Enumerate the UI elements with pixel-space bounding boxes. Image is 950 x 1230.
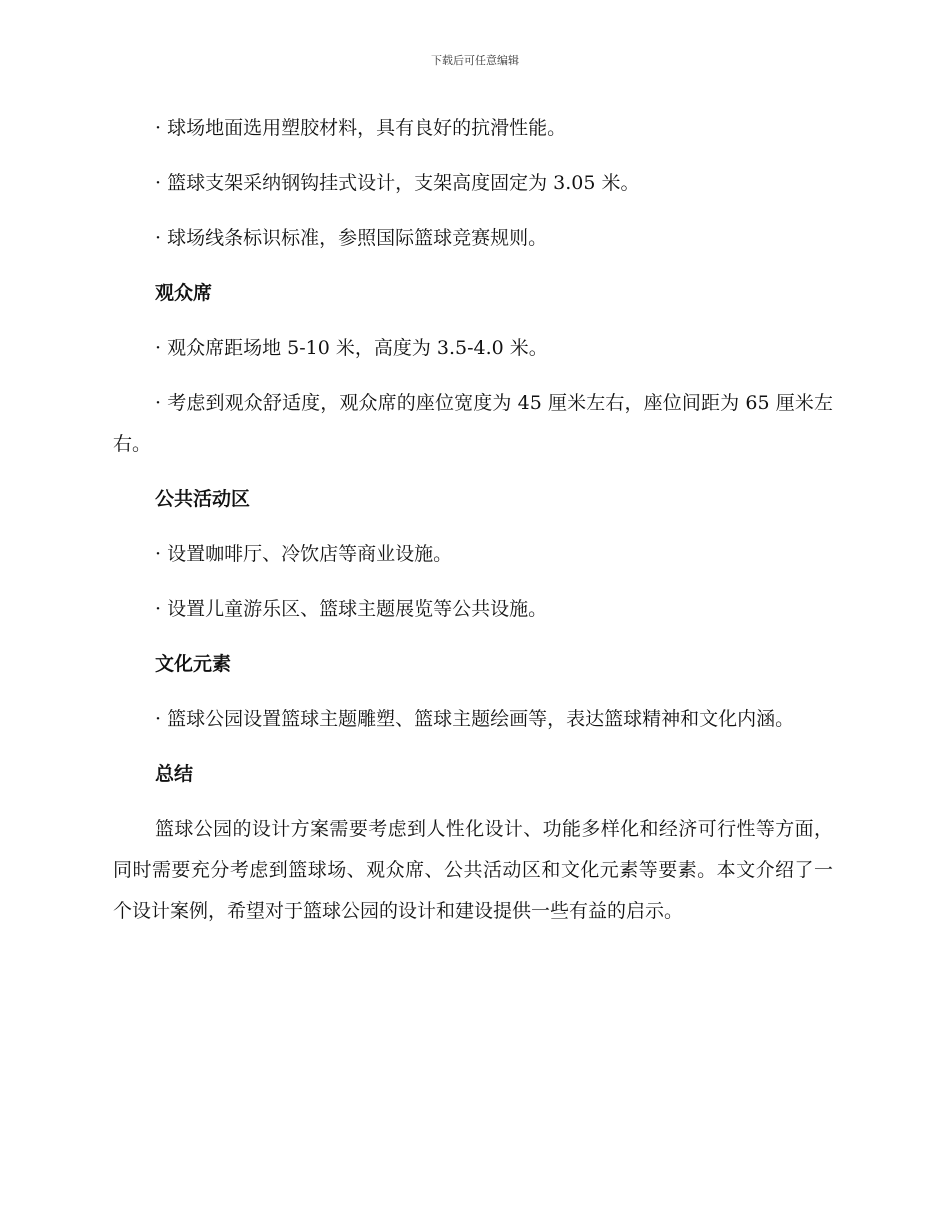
bullet-court-surface: · 球场地面选用塑胶材料，具有良好的抗滑性能。 (155, 117, 567, 139)
heading-culture: 文化元素 (155, 653, 232, 675)
bullet-stands-distance: · 观众席距场地 5-10 米，高度为 3.5-4.0 米。 (155, 337, 548, 359)
bullet-hoop-support: · 篮球支架采纳钢钩挂式设计，支架高度固定为 3.05 米。 (155, 172, 640, 194)
heading-summary: 总结 (155, 763, 194, 785)
bullet-commercial: · 设置咖啡厅、冷饮店等商业设施。 (155, 543, 453, 565)
bullet-culture-art: · 篮球公园设置篮球主题雕塑、篮球主题绘画等，表达篮球精神和文化内涵。 (155, 708, 795, 730)
document-body (113, 108, 833, 946)
summary-paragraph: 篮球公园的设计方案需要考虑到人性化设计、功能多样化和经济可行性等方面，同时需要充分考虑到篮球场、观众席、公共活动区和文化元素等要素。本文介绍了一个设计案例，希望对于篮球公园的设计和建设提供一些有益的启示。 (113, 818, 833, 922)
bullet-court-lines: · 球场线条标识标准，参照国际篮球竞赛规则。 (155, 227, 548, 249)
bullet-stands-seating: · 考虑到观众舒适度，观众席的座位宽度为 45 厘米左右，座位间距为 65 厘米左右。 (113, 392, 833, 455)
heading-spectator-stands: 观众席 (155, 282, 213, 304)
page-header: 下载后可任意编辑 (431, 54, 519, 67)
heading-public-area: 公共活动区 (155, 488, 251, 510)
bullet-public-facilities: · 设置儿童游乐区、篮球主题展览等公共设施。 (155, 598, 548, 620)
